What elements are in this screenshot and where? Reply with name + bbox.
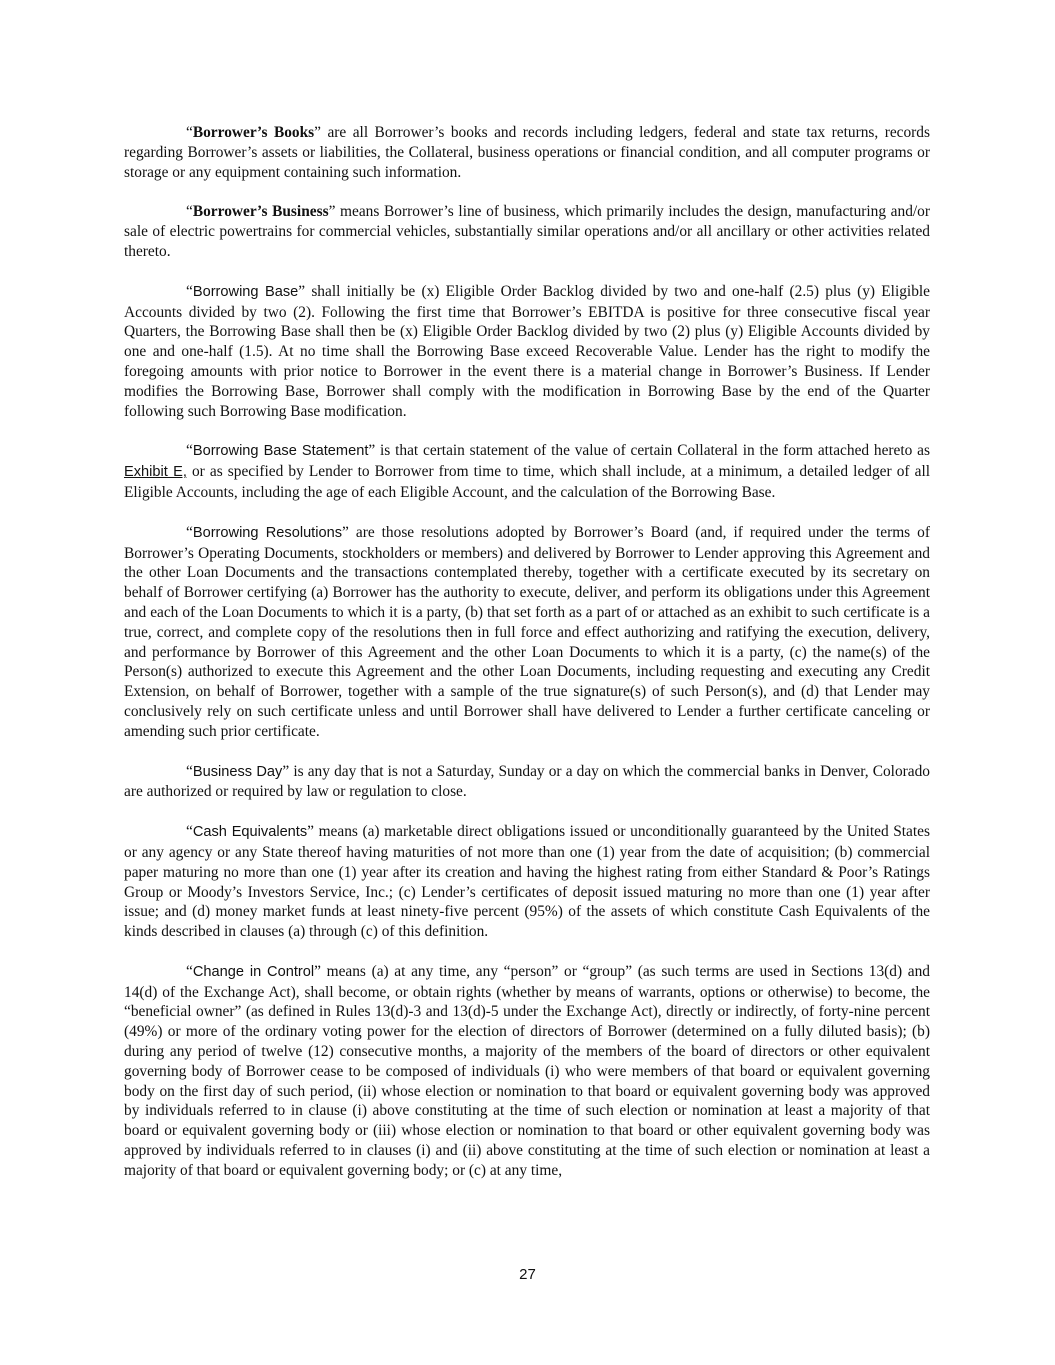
definition-text-continued: or as specified by Lender to Borrower from time to time, which shall include, at a minimum, a detailed ledger of all Eligible Accounts, including the age of each Eligible Account, and the calculation of the Borrowing Base.: [124, 463, 930, 501]
open-quote: “: [186, 282, 193, 300]
open-quote: “: [186, 203, 193, 221]
close-quote: ”: [314, 124, 321, 141]
definition-text: shall initially be (x) Eligible Order Backlog divided by two and one-half (2.5) plus (y) Eligible Accounts divided by two (2). Following the first time that Borrower’s EBITDA is positive for three consecutive fiscal year Quarters, the Borrowing Base shall then be (x) Eligible Order Backlog divided by two (2) plus (y) Eligible Accounts divided by one and one-half (1.5). At no time shall the Borrowing Base exceed Recoverable Value. Lender has the right to modify the foregoing amounts with prior notice to Borrower in the event there is a material change in Borrower’s Business. If Lender modifies the Borrowing Base, Borrower shall comply with the modification in Borrowing Base by the end of the Quarter following such Borrowing Base modification.: [124, 282, 930, 420]
defined-term: Borrower’s Business: [192, 203, 329, 221]
definition-text: is any day that is not a Saturday, Sunday or a day on which the commercial banks in Denver, Colorado are authorized or required by law or regulation to close.: [124, 762, 930, 801]
defined-term: Borrowing Resolutions: [192, 524, 343, 541]
close-quote: ”: [314, 962, 321, 980]
definition-borrowing-resolutions: [124, 523, 930, 742]
close-quote: ”: [282, 762, 290, 780]
close-quote: ”: [298, 282, 306, 300]
defined-term: Borrowing Base: [192, 283, 299, 300]
definition-borrowers-business: [124, 202, 930, 261]
definition-borrowers-books: [124, 123, 930, 182]
exhibit-e-reference: Exhibit E,: [124, 464, 187, 481]
definition-change-in-control: [124, 962, 930, 1181]
definition-text: means (a) marketable direct obligations issued or unconditionally guaranteed by the United States or any agency or any State thereof having maturities of not more than one (1) year from the date of acquisition; (b) commercial paper maturing no more than one (1) year after its creation and having the highest rating from either Standard & Poor’s Ratings Group or Moody’s Investors Service, Inc.; (c) Lender’s certificates of deposit issued maturing no more than one (1) year after issue; and (d) money market funds at least ninety-five percent (95%) of the assets of which constitute Cash Equivalents of the kinds described in clauses (a) through (c) of this definition.: [124, 823, 930, 941]
open-quote: “: [186, 442, 193, 460]
definition-borrowing-base: [124, 282, 930, 422]
defined-term: Business Day: [192, 763, 283, 780]
definition-text: are all Borrower’s books and records including ledgers, federal and state tax returns, records regarding Borrower’s assets or liabilities, the Collateral, business operations or financial condition, and all computer programs or storage or any equipment containing such information.: [124, 124, 930, 181]
close-quote: ”: [368, 442, 376, 460]
definition-borrowing-base-statement: [124, 441, 930, 502]
page-number: 27: [519, 1266, 536, 1283]
definition-business-day: [124, 762, 930, 803]
definition-text: means (a) at any time, any “person” or “group” (as such terms are used in Sections 13(d) and 14(d) of the Exchange Act), shall become, or obtain rights (whether by means of warrants, options or otherwise) to become, the “beneficial owner” (as defined in Rules 13(d)-3 and 13(d)-5 under the Exchange Act), directly or indirectly, of forty-nine percent (49%) or more of the ordinary voting power for the election of directors of Borrower (determined on a fully diluted basis); (b) during any period of twelve (12) consecutive months, a majority of the members of the board of directors or other equivalent governing body of Borrower cease to be composed of individuals (i) who were members of that board or equivalent governing body on the first day of such period, (ii) whose election or nomination to that board or equivalent governing body was approved by individuals referred to in clause (i) above constituting at the time of such election or nomination at least a majority of that board or equivalent governing body or (iii) whose election or nomination to that board or other equivalent governing body was approved by individuals referred to in clauses (i) and (ii) above constituting at the time of such election or nomination at least a majority of that board or equivalent governing body; or (c) at any time,: [124, 962, 930, 1179]
open-quote: “: [186, 523, 193, 541]
definition-text: means Borrower’s line of business, which primarily includes the design, manufacturing and/or sale of electric powertrains for commercial vehicles, substantially similar operations and/or all ancillary or other activities related thereto.: [124, 203, 931, 260]
close-quote: ”: [307, 823, 314, 841]
defined-term: Cash Equivalents: [192, 824, 308, 841]
close-quote: ”: [328, 203, 336, 221]
definition-text: is that certain statement of the value of certain Collateral in the form attached hereto as: [375, 442, 930, 460]
defined-term: Change in Control: [192, 963, 315, 980]
defined-term: Borrowing Base Statement: [192, 443, 369, 460]
definition-text: are those resolutions adopted by Borrower’s Board (and, if required under the terms of Borrower’s Operating Documents, stockholders or members) and delivered by Borrower to Lender approving this Agreement and the other Loan Documents and the transactions contemplated thereby, together with a certificate executed by its secretary on behalf of Borrower certifying (a) Borrower has the authority to execute, deliver, and perform its obligations under this Agreement and each of the Loan Documents to which it is a party, (b) that set forth as a part of or attached as an exhibit to such certificate is a true, correct, and complete copy of the resolutions then in full force and effect authorizing and ratifying the execution, delivery, and performance by Borrower of this Agreement and the other Loan Documents to which it is a party, (c) the name(s) of the Person(s) authorized to execute this Agreement and the other Loan Documents, including requesting and executing any Credit Extension, on behalf of Borrower, together with a sample of the true signature(s) of such Person(s), and (d) that Lender may conclusively rely on such certificate unless and until Borrower shall have delivered to Lender a further certificate canceling or amending such prior certificate.: [124, 523, 930, 740]
open-quote: “: [186, 762, 193, 780]
defined-term: Borrower’s Books: [192, 124, 315, 141]
open-quote: “: [186, 962, 193, 980]
close-quote: ”: [342, 523, 349, 541]
open-quote: “: [186, 823, 193, 841]
document-page: [124, 123, 930, 1201]
definition-cash-equivalents: [124, 822, 930, 942]
open-quote: “: [186, 124, 193, 141]
